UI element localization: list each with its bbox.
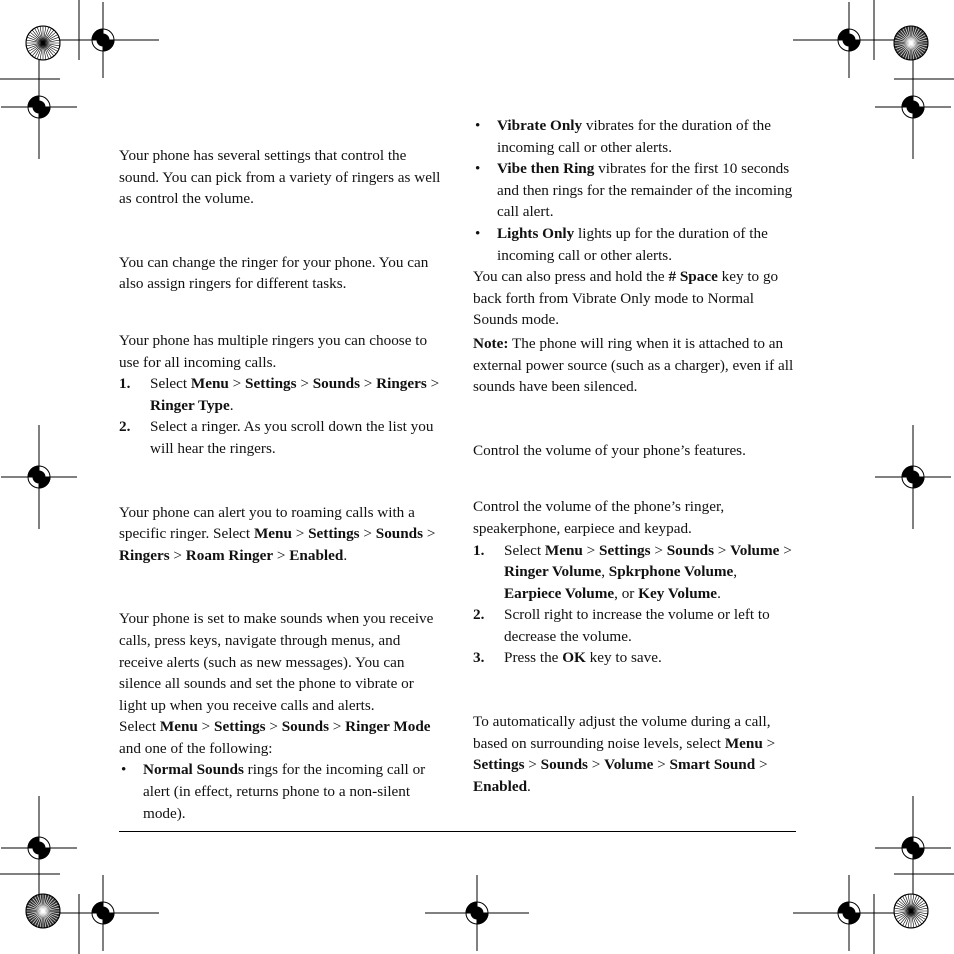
ringers-intro: You can change the ringer for your phone. You can also assign ringers for different tasks. [119,253,429,293]
ringer-mode-intro: Your phone is set to make sounds when you receive calls, press keys, navigate through menus, and receive alerts (such as new messages). You can silence all sounds and set the phone to vibrate or light up when you receive calls and alerts. [119,610,434,714]
volume-intro: Control the volume of your phone’s features. [473,441,746,459]
ringer-mode-list-right [473,115,796,266]
registration-target-icon [875,425,951,529]
ringer-mode-select: Select Menu > Settings > Sounds > Ringer Mode and one of the following: [119,718,431,757]
registration-target-icon [425,875,529,951]
registration-target-icon [793,875,905,951]
registration-target-icon [1,55,77,159]
left-column [119,145,441,824]
volume-step: 2. Scroll right to increase the volume or left to decrease the volume. [473,606,770,645]
incoming-step: 1. Select Menu > Settings > Sounds > Ringers > Ringer Type. [119,375,440,414]
star-target-icon [26,894,60,928]
registration-target-icon [1,425,77,529]
ringer-mode-list-left [119,759,441,824]
volume-step: 3. Press the OK key to save. [473,649,662,667]
space-key-paragraph: You can also press and hold the # Space key to go back forth from Vibrate Only mode to Normal Sounds mode. [473,268,779,329]
list-item: • Vibrate Only vibrates for the duration of the incoming call or other alerts. [475,117,772,156]
registration-target-icon [47,875,159,951]
note-paragraph: Note: The phone will ring when it is attached to an external power source (such as a charger), even if all sounds have been silenced. [473,334,794,396]
list-item: • Vibe then Ring vibrates for the first 10 seconds and then rings for the remainder of the incoming call alert. [475,160,793,221]
incoming-step: 2. Select a ringer. As you scroll down the list you will hear the ringers. [119,418,434,457]
list-item: • Normal Sounds rings for the incoming call or alert (in effect, returns phone to a non-silent mode). [121,761,426,822]
footer-rule [119,831,796,832]
volume-step: 1. Select Menu > Settings > Sounds > Volume > Ringer Volume, Spkrphone Volume, Earpiece Volume, or Key Volume. [473,541,792,602]
registration-target-icon [47,2,159,78]
incoming-intro: Your phone has multiple ringers you can choose to use for all incoming calls. [119,331,428,371]
registration-target-icon [1,796,77,900]
incoming-steps [119,373,441,459]
list-item: • Lights Only lights up for the duration of the incoming call or other alerts. [475,224,768,264]
registration-target-icon [875,796,951,900]
smart-sound-paragraph: To automatically adjust the volume during a call, based on surrounding noise levels, select Menu > Settings > Sounds > Volume > Smart Sound > Enabled. [473,713,776,795]
star-target-icon [894,26,928,60]
registration-target-icon [793,2,905,78]
star-target-icon [26,26,60,60]
volume-steps [473,540,796,670]
star-target-icon [894,894,928,928]
sound-intro: Your phone has several settings that control the sound. You can pick from a variety of ringers as well as control the volume. [119,147,441,208]
right-column [473,115,796,797]
volume-sub: Control the volume of the phone’s ringer, speakerphone, earpiece and keypad. [473,498,725,537]
roam-ringer-paragraph: Your phone can alert you to roaming calls with a specific ringer. Select Menu > Settings > Sounds > Ringers > Roam Ringer > Enabled. [119,503,436,564]
registration-target-icon [875,55,951,159]
